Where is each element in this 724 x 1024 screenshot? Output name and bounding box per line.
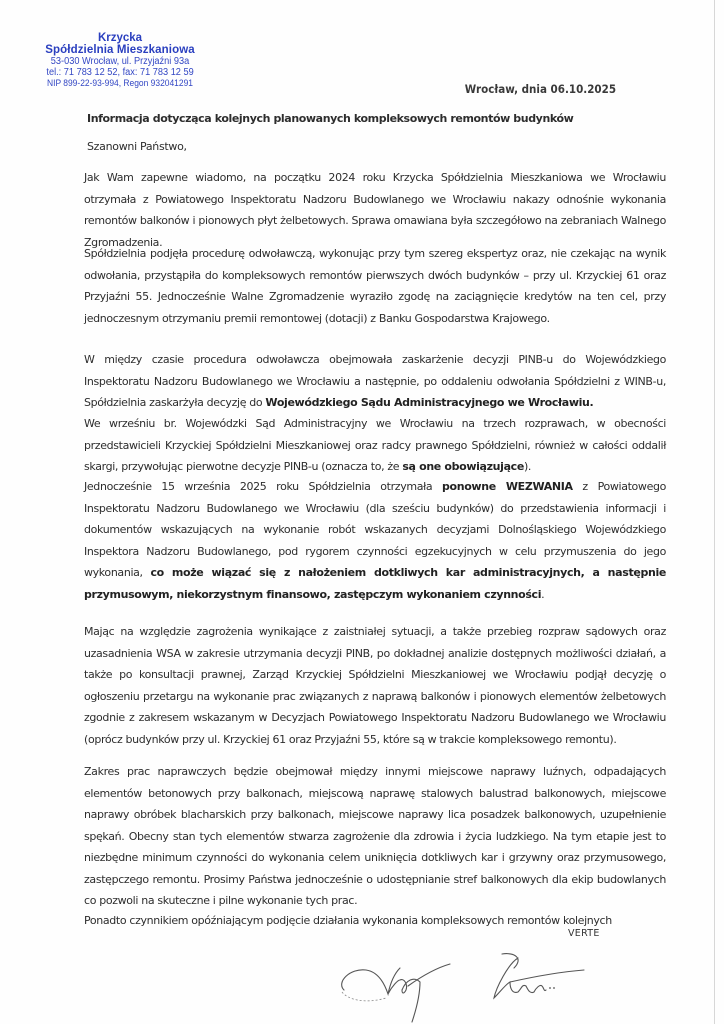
paragraph-4 bbox=[84, 413, 666, 478]
paragraph-5-text-2: z Powiatowego Inspektoratu Nadzoru Budowlanego we Wrocławiu (dla sześciu budynków) do przedstawienia informacji i dokumentów wskazujących na wykonanie robót wskazanych decyzjami Dolnośląskiego Wojewódzkiego Inspektora Nadzoru Budowlanego, pod rygorem czynności egzekucyjnych w celu przymuszenia do jego wykonania, bbox=[84, 480, 666, 579]
letter-date: Wrocław, dnia 06.10.2025 bbox=[464, 82, 616, 96]
paragraph-4-bold: są one obowiązujące bbox=[402, 460, 524, 473]
signature-1-icon bbox=[336, 950, 456, 1024]
stamp-name-line1: Krzycka bbox=[97, 32, 143, 44]
paragraph-3-text: W między czasie procedura odwoławcza obejmowała zaskarżenie decyzji PINB-u do Wojewódzkiego Inspektoratu Nadzoru Budowlanego we Wrocławiu a następnie, po oddaleniu odwołania Spółdzielni z WINB-u, Spółdzielnia zaskarżyła decyzję do bbox=[84, 353, 666, 409]
letter-subject: Informacja dotycząca kolejnych planowanych kompleksowych remontów budynków bbox=[87, 112, 574, 125]
paragraph-4-text: We wrześniu br. Wojewódzki Sąd Administracyjny we Wrocławiu na trzech rozprawach, w obecności przedstawicieli Krzyckiej Spółdzielni Mieszkaniowej oraz radcy prawnego Spółdzielni, również w całości oddalił skargi, przywołując pierwotne decyzje PINB-u (oznacza to, że bbox=[84, 417, 666, 473]
paragraph-5-end: . bbox=[541, 587, 545, 601]
paragraph-7: Zakres prac naprawczych będzie obejmował między innymi miejscowe naprawy luźnych, odpadających elementów betonowych przy balkonach, miejscową naprawę stalowych balustrad balkonowych, miejscowe naprawy obróbek blacharskich przy balkonach, miejscowe naprawy lica posadzek balkonowych, uzupełnienie spękań. Obecny stan tych elementów stwarza zagrożenie dla zdrowia i życia ludzkiego. Na tym etapie jest to niezbędne minimum czynności do wykonania celem uniknięcia dotkliwych kar i grzywny oraz przymusowego, zastępczego remontu. Prosimy Państwa jednocześnie o udostępnianie stref balkonowych dla ekip budowlanych co pozwoli na skuteczne i pilne wykonanie tych prac. bbox=[84, 765, 666, 907]
verte-label: VERTE bbox=[568, 928, 600, 939]
signature-2-icon bbox=[488, 948, 588, 1008]
letter-greeting: Szanowni Państwo, bbox=[87, 140, 187, 153]
page-edge-line bbox=[714, 0, 715, 1024]
stamp-phone: tel.: 71 783 12 52, fax: 71 783 12 59 bbox=[46, 67, 194, 78]
paragraph-2: Spółdzielnia podjęła procedurę odwoławczą, wykonując przy tym szereg ekspertyz oraz, nie czekając na wynik odwołania, przystąpiła do kompleksowych remontów pierwszych dwóch budynków – przy ul. Krzyckiej 61 oraz Przyjaźni 55. Jednocześnie Walne Zgromadzenie wyraziło zgodę na zaciągnięcie kredytów na ten cel, przy jednoczesnym otrzymaniu premii remontowej (dotacji) z Banku Gospodarstwa Krajowego. bbox=[84, 247, 666, 325]
stamp-address: 53-030 Wrocław, ul. Przyjaźni 93a bbox=[50, 56, 190, 67]
paragraph-5-bold-warning: co może wiązać się z nałożeniem dotkliwych kar administracyjnych, a następnie przymusowym, niekorzystnym finansowo, zastępczym wykonaniem czynności bbox=[84, 566, 666, 601]
paragraph-6: Mając na względzie zagrożenia wynikające z zaistniałej sytuacji, a także przebieg rozpraw sądowych oraz uzasadnienia WSA w zakresie utrzymania decyzji PINB, po dokładnej analizie dostępnych możliwości działań, a także po konsultacji prawnej, Zarząd Krzyckiej Spółdzielni Mieszkaniowej we Wrocławiu podjął decyzję o ogłoszeniu przetargu na wykonanie prac związanych z naprawą balkonów i pionowych elementów żelbetowych zgodnie z zakresem wskazanym w Decyzjach Powiatowego Inspektoratu Nadzoru Budowlanego we Wrocławiu (oprócz budynków przy ul. Krzyckiej 61 oraz Przyjaźni 55, które są w trakcie kompleksowego remontu). bbox=[84, 625, 666, 746]
paragraph-4-end: ). bbox=[523, 460, 532, 473]
paragraph-5 bbox=[84, 476, 666, 605]
stamp-ids: NIP 899-22-93-994, Regon 932041291 bbox=[46, 78, 193, 88]
paragraph-1: Jak Wam zapewne wiadomo, na początku 2024 roku Krzycka Spółdzielnia Mieszkaniowa we Wrocławiu otrzymała z Powiatowego Inspektoratu Nadzoru Budowlanego we Wrocławiu nakazy odnośnie wykonania remontów balkonów i pionowych płyt żelbetowych. Sprawa omawiana była szczegółowo na zebraniach Walnego Zgromadzenia. bbox=[84, 171, 666, 249]
paragraph-5-text: Jednocześnie 15 września 2025 roku Spółdzielnia otrzymała bbox=[84, 480, 443, 493]
paragraph-3 bbox=[84, 349, 666, 414]
company-stamp bbox=[40, 32, 200, 89]
paragraph-8: Ponadto czynnikiem opóźniającym podjęcie działania wykonania kompleksowych remontów kolejnych bbox=[84, 914, 612, 927]
paragraph-3-bold: Wojewódzkiego Sądu Administracyjnego we Wrocławiu. bbox=[265, 396, 594, 409]
paragraph-5-bold-wezwania: ponowne WEZWANIA bbox=[442, 480, 573, 493]
stamp-name-line2: Spółdzielnia Mieszkaniowa bbox=[45, 44, 195, 56]
